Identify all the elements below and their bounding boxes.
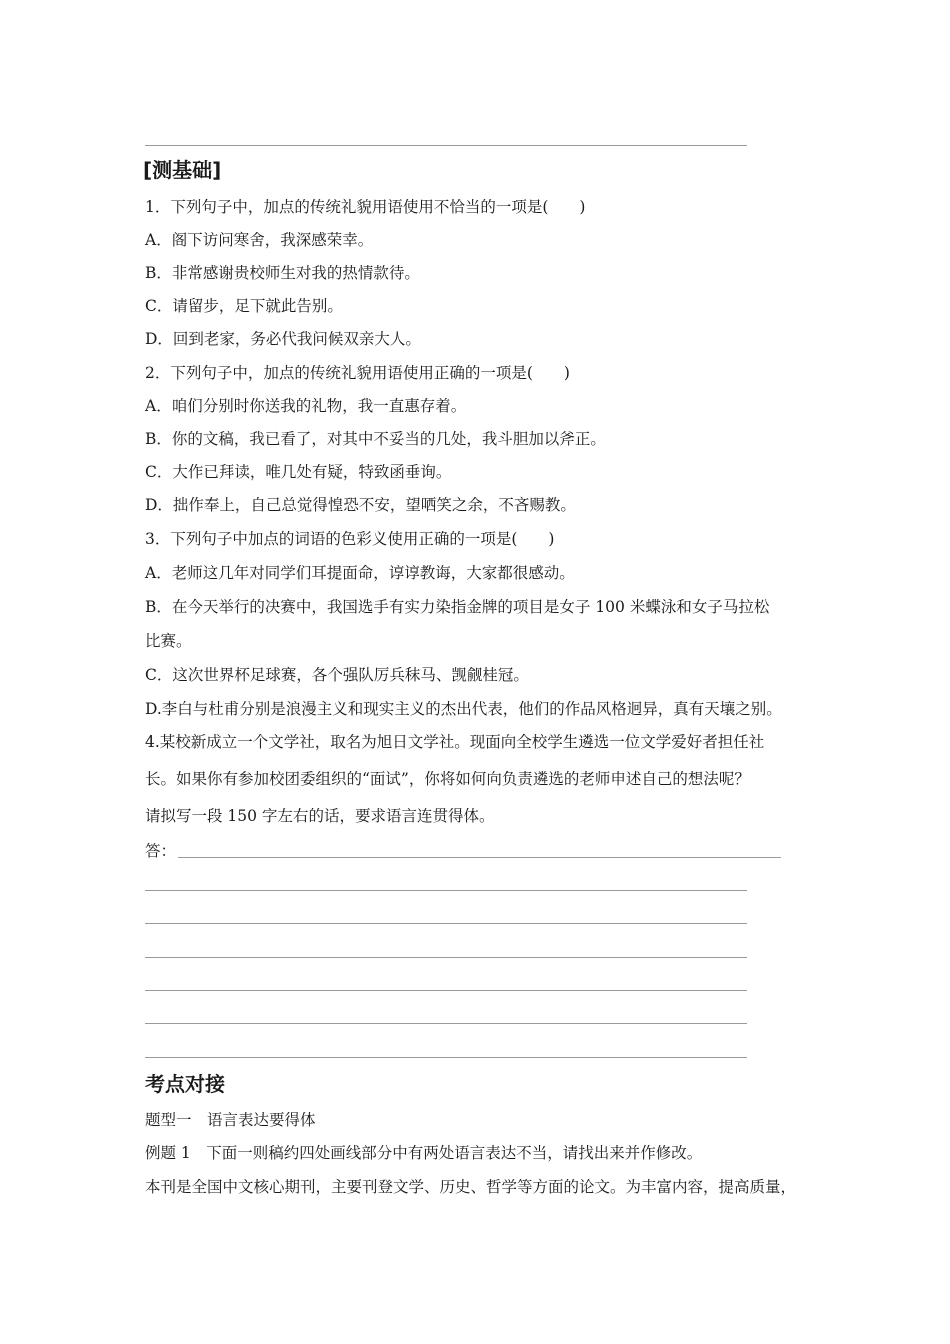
question-4-line-2: 长。如果你有参加校团委组织的“面试”，你将如何向负责遴选的老师申述自己的想法呢？	[145, 770, 750, 788]
question-1-option-c: C．请留步，足下就此告别。	[145, 297, 343, 315]
question-1-option-b: B．非常感谢贵校师生对我的热情款待。	[145, 264, 420, 282]
question-type-label: 题型一 语言表达要得体	[145, 1111, 316, 1129]
answer-blank-line-7	[145, 1057, 747, 1058]
top-divider	[145, 145, 747, 146]
question-1-stem: 1．下列句子中，加点的传统礼貌用语使用不恰当的一项是( )	[145, 198, 586, 216]
section-heading-exam-points: 考点对接	[145, 1072, 225, 1096]
question-2-stem: 2．下列句子中，加点的传统礼貌用语使用正确的一项是( )	[145, 364, 570, 382]
question-3-option-d: D.李白与杜甫分别是浪漫主义和现实主义的杰出代表，他们的作品风格迥异，真有天壤之别。	[145, 700, 782, 718]
question-4-line-1: 4.某校新成立一个文学社，取名为旭日文学社。现面向全校学生遴选一位文学爱好者担任社	[145, 733, 765, 751]
example-1-prompt: 例题 1 下面一则稿约四处画线部分中有两处语言表达不当，请找出来并作修改。	[145, 1144, 703, 1162]
question-2-option-a: A．咱们分别时你送我的礼物，我一直惠存着。	[145, 397, 467, 415]
question-3-option-b-cont: 比赛。	[145, 632, 192, 650]
question-2-option-b: B．你的文稿，我已看了，对其中不妥当的几处，我斗胆加以斧正。	[145, 430, 606, 448]
example-1-text-line-1: 本刊是全国中文核心期刊，主要刊登文学、历史、哲学等方面的论文。为丰富内容，提高质量，	[145, 1178, 797, 1196]
question-3-stem: 3．下列句子中加点的词语的色彩义使用正确的一项是( )	[145, 530, 555, 548]
answer-blank-line-1	[178, 857, 781, 858]
answer-blank-line-5	[145, 990, 747, 991]
answer-blank-line-6	[145, 1023, 747, 1024]
answer-blank-line-2	[145, 890, 747, 891]
answer-blank-line-4	[145, 957, 747, 958]
question-3-option-c: C．这次世界杯足球赛，各个强队厉兵秣马、觊觎桂冠。	[145, 666, 529, 684]
question-3-option-b: B．在今天举行的决赛中，我国选手有实力染指金牌的项目是女子 100 米蝶泳和女子马拉松	[145, 598, 770, 616]
answer-label: 答：	[145, 842, 177, 860]
question-1-option-d: D．回到老家，务必代我问候双亲大人。	[145, 330, 421, 348]
question-3-option-a: A．老师这几年对同学们耳提面命，谆谆教诲，大家都很感动。	[145, 564, 575, 582]
question-1-option-a: A．阁下访问寒舍，我深感荣幸。	[145, 231, 374, 249]
question-2-option-d: D．拙作奉上，自己总觉得惶恐不安，望哂笑之余，不吝赐教。	[145, 496, 576, 514]
section-heading-basics: [测基础]	[143, 158, 222, 182]
answer-blank-line-3	[145, 923, 747, 924]
question-4-line-3: 请拟写一段 150 字左右的话，要求语言连贯得体。	[145, 807, 495, 825]
question-2-option-c: C．大作已拜读，唯几处有疑，特致函垂询。	[145, 463, 452, 481]
